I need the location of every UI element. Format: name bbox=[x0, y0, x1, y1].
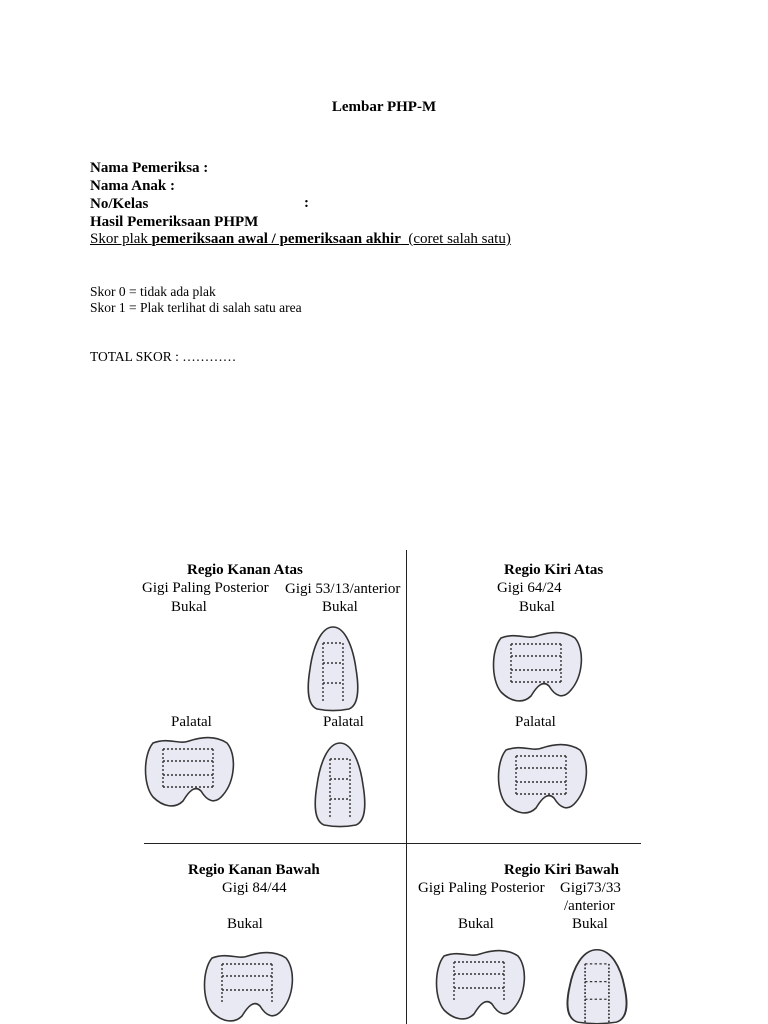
plaque-score-instruction: (coret salah satu) bbox=[400, 231, 511, 247]
region-upper-right-title: Regio Kanan Atas bbox=[187, 562, 303, 578]
vertical-divider bbox=[406, 550, 407, 1024]
class-number-label: No/Kelas bbox=[90, 196, 149, 212]
upper-right-anterior-label: Gigi 53/13/anterior bbox=[285, 581, 401, 597]
upper-right-buccal-label: Bukal bbox=[171, 599, 207, 615]
region-upper-left-title: Regio Kiri Atas bbox=[504, 562, 604, 578]
canine-tooth-diagram bbox=[566, 948, 628, 1024]
upper-left-buccal-label: Bukal bbox=[519, 599, 555, 615]
horizontal-divider bbox=[144, 843, 641, 844]
total-score-line: TOTAL SKOR : ………… bbox=[90, 349, 237, 364]
upper-left-palatal-label: Palatal bbox=[515, 714, 556, 730]
exam-result-label: Hasil Pemeriksaan PHPM bbox=[90, 214, 259, 230]
lower-left-anterior-label-1: Gigi73/33 bbox=[560, 880, 621, 896]
canine-tooth-diagram bbox=[314, 741, 366, 827]
upper-right-posterior-label: Gigi Paling Posterior bbox=[142, 580, 269, 596]
lower-left-posterior-label: Gigi Paling Posterior bbox=[418, 880, 545, 896]
upper-left-tooth-label: Gigi 64/24 bbox=[497, 580, 562, 596]
lower-right-tooth-label: Gigi 84/44 bbox=[222, 880, 287, 896]
molar-tooth-diagram bbox=[202, 952, 294, 1024]
molar-tooth-diagram bbox=[496, 744, 588, 816]
upper-right-anterior-palatal-label: Palatal bbox=[323, 714, 364, 730]
region-lower-right-title: Regio Kanan Bawah bbox=[188, 862, 320, 878]
region-lower-left-title: Regio Kiri Bawah bbox=[504, 862, 619, 878]
plaque-score-line bbox=[90, 231, 511, 248]
lower-left-buccal-label: Bukal bbox=[458, 916, 494, 932]
score-1-legend: Skor 1 = Plak terlihat di salah satu area bbox=[90, 300, 302, 315]
lower-left-anterior-label-2: /anterior bbox=[564, 898, 615, 914]
score-0-legend: Skor 0 = tidak ada plak bbox=[90, 284, 216, 299]
molar-tooth-diagram bbox=[143, 737, 235, 809]
canine-tooth-diagram bbox=[307, 625, 359, 711]
plaque-score-prefix: Skor plak bbox=[90, 231, 152, 247]
plaque-score-options: pemeriksaan awal / pemeriksaan akhir bbox=[151, 231, 401, 247]
upper-right-anterior-buccal-label: Bukal bbox=[322, 599, 358, 615]
page-title: Lembar PHP-M bbox=[331, 99, 437, 115]
molar-tooth-diagram bbox=[491, 632, 583, 704]
upper-right-palatal-label: Palatal bbox=[171, 714, 212, 730]
lower-right-buccal-label: Bukal bbox=[227, 916, 263, 932]
molar-tooth-diagram bbox=[434, 950, 526, 1022]
examiner-name-label: Nama Pemeriksa : bbox=[90, 160, 209, 176]
child-name-label: Nama Anak : bbox=[90, 178, 176, 194]
lower-left-anterior-buccal-label: Bukal bbox=[572, 916, 608, 932]
class-number-colon: : bbox=[304, 195, 309, 211]
